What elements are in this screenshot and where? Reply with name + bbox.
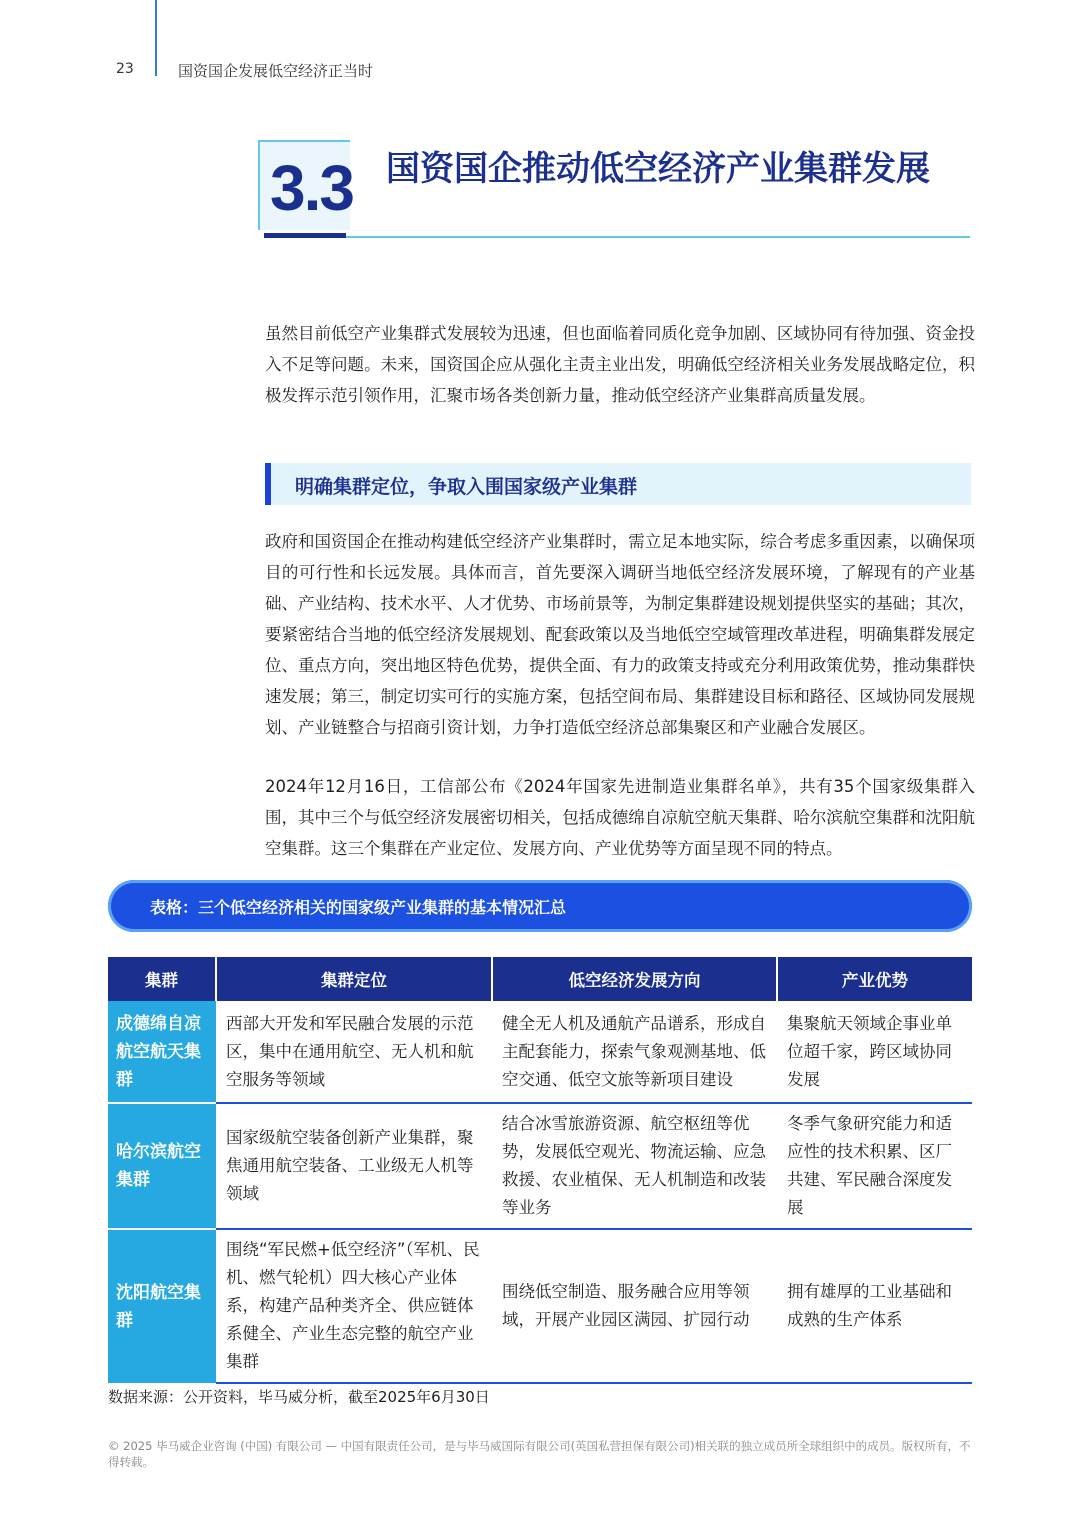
cluster-name: 哈尔滨航空集群 bbox=[108, 1103, 216, 1229]
cluster-positioning: 围绕“军民燃+低空经济”（军机、民机、燃气轮机）四大核心产业体系，构建产品种类齐全、供应链体系健全、产业生态完整的航空产业集群 bbox=[216, 1229, 492, 1383]
body-paragraph-2: 2024年12月16日，工信部公布《2024年国家先进制造业集群名单》，共有35个国家级集群入围，其中三个与低空经济发展密切相关，包括成德绵自凉航空航天集群、哈尔滨航空集群和沈阳航空集群。这三个集群在产业定位、发展方向、产业优势等方面呈现不同的特点。 bbox=[265, 777, 975, 858]
data-source-note: 数据来源：公开资料，毕马威分析，截至2025年6月30日 bbox=[108, 1388, 490, 1406]
column-header-positioning: 集群定位 bbox=[216, 957, 492, 1001]
table-caption-banner bbox=[108, 880, 972, 932]
cluster-positioning: 西部大开发和军民融合发展的示范区，集中在通用航空、无人机和航空服务等领域 bbox=[216, 1001, 492, 1103]
header-divider-line bbox=[155, 0, 157, 76]
cluster-name: 沈阳航空集群 bbox=[108, 1229, 216, 1383]
column-header-advantage: 产业优势 bbox=[777, 957, 972, 1001]
cluster-advantage: 拥有雄厚的工业基础和成熟的生产体系 bbox=[777, 1229, 972, 1383]
section-number: 3.3 bbox=[270, 152, 353, 224]
cluster-direction: 结合冰雪旅游资源、航空枢纽等优势，发展低空观光、物流运输、应急救援、农业植保、无人机制造和改装等业务 bbox=[492, 1103, 777, 1229]
subheading-text: 明确集群定位，争取入围国家级产业集群 bbox=[295, 476, 638, 498]
subheading-accent-bar bbox=[265, 463, 271, 505]
page-number: 23 bbox=[116, 61, 134, 77]
cluster-direction: 围绕低空制造、服务融合应用等领域，开展产业园区满园、扩园行动 bbox=[492, 1229, 777, 1383]
subheading-banner bbox=[265, 463, 971, 505]
table-header-row bbox=[108, 957, 972, 1001]
section-title: 国资国企推动低空经济产业集群发展 bbox=[386, 149, 930, 189]
table-row bbox=[108, 1229, 972, 1383]
cluster-advantage: 集聚航天领域企事业单位超千家，跨区域协同发展 bbox=[777, 1001, 972, 1103]
cluster-advantage: 冬季气象研究能力和适应性的技术积累、区厂共建、军民融合深度发展 bbox=[777, 1103, 972, 1229]
table-row bbox=[108, 1103, 972, 1229]
column-header-cluster: 集群 bbox=[108, 957, 216, 1001]
running-title: 国资国企发展低空经济正当时 bbox=[178, 62, 374, 80]
intro-paragraph: 虽然目前低空产业集群式发展较为迅速，但也面临着同质化竞争加剧、区域协同有待加强、资金投入不足等问题。未来，国资国企应从强化主责主业出发，明确低空经济相关业务发展战略定位，积极发挥示范引领作用，汇聚市场各类创新力量，推动低空经济产业集群高质量发展。 bbox=[265, 324, 975, 405]
body-paragraph-1: 政府和国资国企在推动构建低空经济产业集群时，需立足本地实际，综合考虑多重因素，以确保项目的可行性和长远发展。具体而言，首先要深入调研当地低空经济发展环境，了解现有的产业基础、产业结构、技术水平、人才优势、市场前景等，为制定集群建设规划提供坚实的基础；其次，要紧密结合当地的低空经济发展规划、配套政策以及当地低空空域管理改革进程，明确集群发展定位、重点方向，突出地区特色优势，提供全面、有力的政策支持或充分利用政策优势，推动集群快速发展；第三，制定切实可行的实施方案，包括空间布局、集群建设目标和路径、区域协同发展规划、产业链整合与招商引资计划，力争打造低空经济总部集聚区和产业融合发展区。 bbox=[265, 532, 975, 737]
section-title-underline bbox=[264, 236, 970, 238]
copyright-footer: © 2025 毕马威企业咨询 (中国) 有限公司 — 中国有限责任公司，是与毕马威国际有限公司(英国私营担保有限公司)相关联的独立成员所全球组织中的成员。版权所有，不得转载。 bbox=[108, 1439, 971, 1469]
table-row bbox=[108, 1001, 972, 1103]
table-caption: 表格：三个低空经济相关的国家级产业集群的基本情况汇总 bbox=[150, 898, 567, 917]
cluster-positioning: 国家级航空装备创新产业集群，聚焦通用航空装备、工业级无人机等领域 bbox=[216, 1103, 492, 1229]
cluster-name: 成德绵自凉航空航天集群 bbox=[108, 1001, 216, 1103]
section-title-underline-accent bbox=[264, 233, 346, 238]
cluster-direction: 健全无人机及通航产品谱系，形成自主配套能力，探索气象观测基地、低空交通、低空文旅等新项目建设 bbox=[492, 1001, 777, 1103]
cluster-summary-table bbox=[108, 957, 972, 1384]
column-header-direction: 低空经济发展方向 bbox=[492, 957, 777, 1001]
